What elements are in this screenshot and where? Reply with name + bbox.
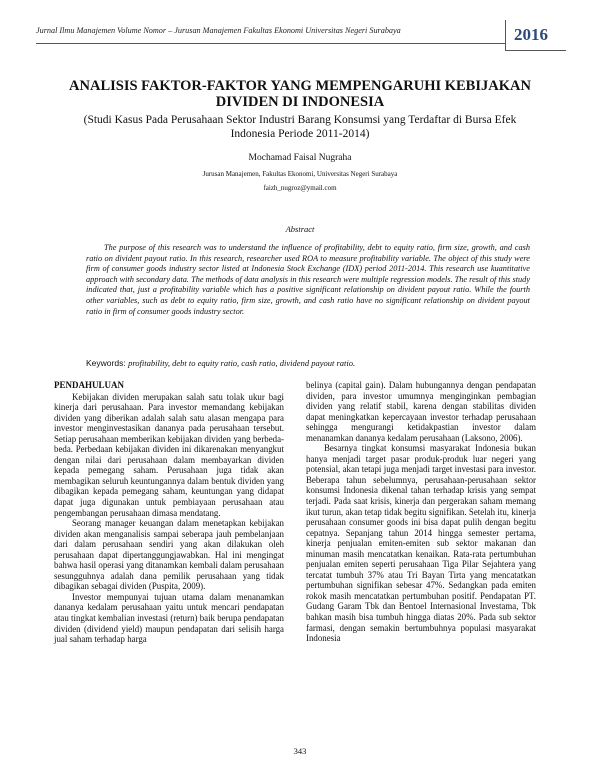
body-column-left — [54, 380, 284, 645]
author-affiliation: Jurusan Manajemen, Fakultas Ekonomi, Universitas Negeri Surabaya — [202, 170, 398, 178]
author-email: faizh_nugroz@ymail.com — [263, 184, 337, 192]
body-paragraph: belinya (capital gain). Dalam hubungannya dengan pendapatan dividen, para investor umumnya menginginkan pembagian dividen yang relatif stabil, karena dengan stabilitas dividen dapat meningkatkan kepercayaan investor terhadap perusahaan sehingga mengurangi ketidakpastian investor dalam menanamkan dananya kedalam perusahaan (Laksono, 2006). — [306, 380, 536, 443]
paper-title: ANALISIS FAKTOR-FAKTOR YANG MEMPENGARUHI KEBIJAKAN DIVIDEN DI INDONESIA — [69, 78, 531, 110]
abstract-text: The purpose of this research was to understand the influence of profitability, debt to equity ratio, firm size, growth, and cash ratio on divident payout ratio. In this research, researcher used ROA to measure profitability variable. The object of this study were firm of consumer goods industry sector listed at Indonesia Stock Exchange (IDX) period 2011-2014. This research use kuantitative approach with secondary data. The methods of data analysis in this research were multiple regression models. The result of this study indicated that, just a profitability variable which has a positive significant relationship on divident payout ratio. While the fourth other variables, such as debt to equity ratio, firm size, growth, and cash ratio have no significant relationship on divident payout ratio in firm of consumer goods industry sector. — [86, 243, 530, 316]
body-paragraph: Investor mempunyai tujuan utama dalam menanamkan dananya kedalam perusahaan yaitu untuk mencari pendapatan atau tingkat kembalian investasi (return) baik berupa pendapatan dividen (dividend yield) maupun pendapatan dari selisih harga jual saham terhadap harga — [54, 591, 284, 645]
section-heading: PENDAHULUAN — [54, 380, 125, 390]
header-rule — [36, 43, 506, 44]
body-paragraph: Besarnya tingkat konsumsi masyarakat Indonesia bukan hanya menjadi target pasar produk-produk luar negeri yang potensial, akan tetapi juga menjadi target investasi para investor. Beberapa tahun sebelumnya, perusahaan-perusahaan sektor konsumsi Indonesia dikenal tahan terhadap krisis yang sempat terjadi. Pada saat krisis, kinerja dan pergerakan saham memang ikut turun, akan tetap tidak begitu signifikan. Setelah itu, kinerja perusahaan consumer goods ini bisa dapat pulih dengan begitu cepatnya. Sepanjang tahun 2014 hingga semester pertama, kinerja penjualan emiten-emiten sub sektor makanan dan minuman masih mencatatkan kenaikan. Rata-rata pertumbuhan penjualan emiten seperti perusahaan Tiga Pilar Sejahtera yang tercatat tumbuh 37% atau Tri Bayan Tirta yang mencatatkan pertumbuhan signifikan sebesar 47%. Sedangkan pada emiten rokok masih mencatatkan pertumbuhan positif. Pendapatan PT. Gudang Garam Tbk dan Bentoel Internasional Investama, Tbk bahkan masih bisa tumbuh hingga diatas 20%. Pada sub sektor farmasi, dengan semakin bertumbuhnya populasi masyarakat Indonesia — [306, 443, 536, 644]
body-column-right — [306, 380, 536, 644]
body-paragraph: Kebijakan dividen merupakan salah satu tolak ukur bagi kinerja dari perusahaan. Para investor memandang kebijakan dividen yang diberikan adalah salah satu alasan mengapa para investor menginvestasikan dananya pada perusahaan tersebut. Setiap perusahaan memberikan kebijakan dividen yang berbeda-beda. Perbedaan kebijakan dividen ini dikarenakan menyangkut dengan nilai dari perusahaan dalam membayarkan dividen kepada pemegang saham. Perusahaan juga tidak akan membagikan seluruh keuntungannya dalam bentuk dividen yang dibagikan kepada pemegang saham, keuntungan yang didapat dapat juga digunakan untuk pembiayaan perusahaan atau pengembangan perusahaan dimasa mendatang. — [54, 391, 284, 518]
body-paragraph: Seorang manager keuangan dalam menetapkan kebijakan dividen akan menganalisis sampai seberapa jauh pembelanjaan dari dalam perusahaan sendiri yang akan dilakukan oleh perusahaan dapat dipertanggungjawabkan. Hal ini mengingat bahwa hasil operasi yang ditanamkan kembali dalam perusahaan sesungguhnya adalah dana pemilik perusahaan yang tidak dibagikan sebagai dividen (Puspita, 2009). — [54, 518, 284, 592]
abstract-heading: Abstract — [285, 224, 315, 234]
year-box — [505, 20, 566, 51]
year-label: 2016 — [514, 25, 548, 44]
keywords-value: profitability, debt to equity ratio, cash ratio, dividend payout ratio. — [128, 358, 356, 368]
page-number: 343 — [293, 746, 307, 756]
page-header — [36, 20, 566, 52]
paper-subtitle: (Studi Kasus Pada Perusahaan Sektor Industri Barang Konsumsi yang Terdaftar di Bursa Efek Indonesia Periode 2011-2014) — [83, 114, 517, 140]
journal-name: Jurnal Ilmu Manajemen Volume Nomor – Jurusan Manajemen Fakultas Ekonomi Universitas Negeri Surabaya — [36, 26, 401, 35]
author-name: Mochamad Faisal Nugraha — [248, 153, 352, 163]
keywords — [86, 358, 546, 368]
keywords-label: Keywords: — [86, 358, 126, 368]
